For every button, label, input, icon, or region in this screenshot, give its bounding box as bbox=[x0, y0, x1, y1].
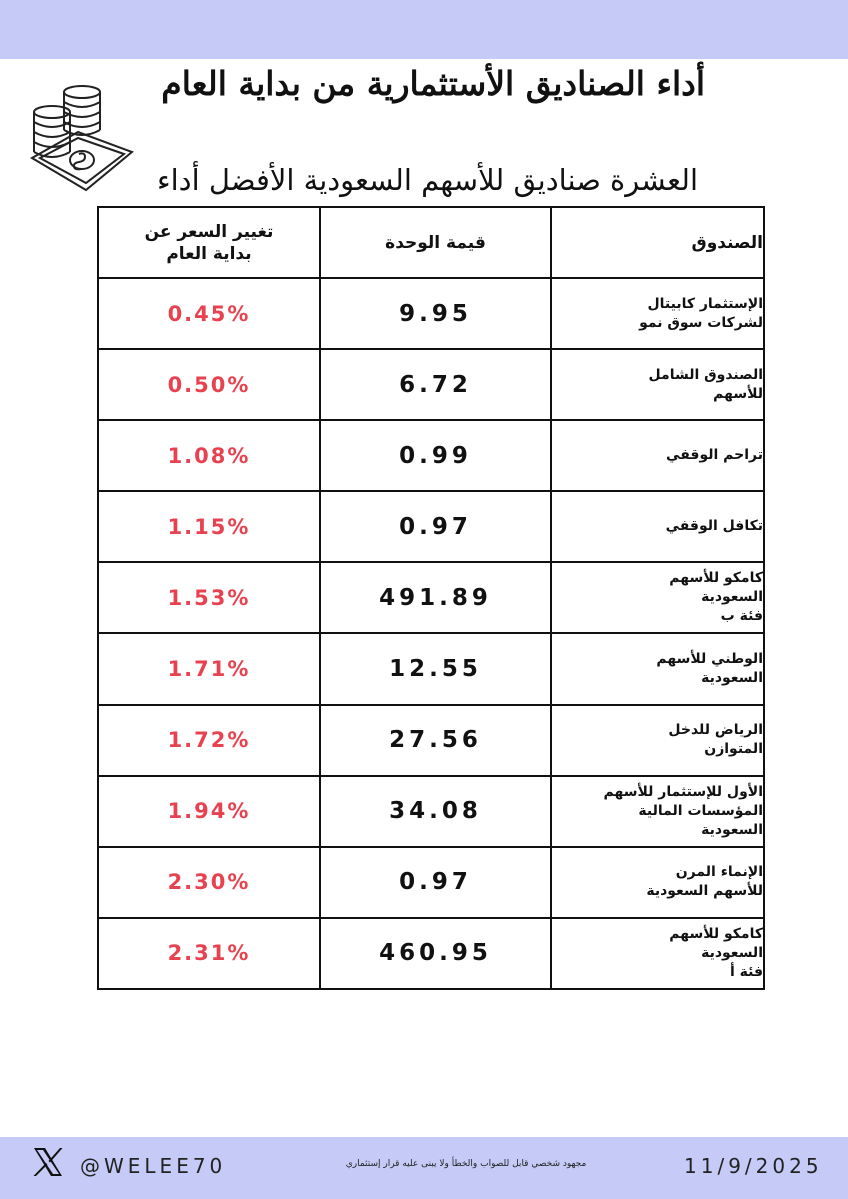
fund-name-line: لشركات سوق نمو bbox=[639, 314, 763, 331]
price-change-cell: 1.72% bbox=[98, 705, 320, 776]
fund-name-line: المؤسسات المالية bbox=[638, 802, 763, 819]
price-change-cell: 1.71% bbox=[98, 633, 320, 704]
unit-value-cell: 9.95 bbox=[320, 278, 551, 349]
x-logo-icon bbox=[32, 1146, 64, 1178]
header-unit-value: قيمة الوحدة bbox=[320, 207, 551, 278]
fund-name-line: تكافل الوقفي bbox=[665, 518, 763, 535]
header-price-change bbox=[98, 207, 320, 278]
fund-name-cell bbox=[551, 491, 764, 562]
disclaimer-text: مجهود شخصي قابل للصواب والخطأ ولا يبنى عليه قرار إستثماري bbox=[345, 1159, 587, 1169]
unit-value-cell: 27.56 bbox=[320, 705, 551, 776]
fund-name-cell bbox=[551, 705, 764, 776]
fund-name-line: الإنماء المرن bbox=[675, 864, 763, 881]
fund-name-line: للأسهم bbox=[713, 385, 763, 402]
price-change-cell: 0.45% bbox=[98, 278, 320, 349]
fund-name-line: كامكو للأسهم bbox=[669, 925, 763, 942]
table-row bbox=[98, 776, 764, 847]
table-row bbox=[98, 491, 764, 562]
header-price-change-line1: تغيير السعر عن bbox=[144, 221, 274, 242]
top-banner bbox=[0, 0, 848, 59]
table-row bbox=[98, 278, 764, 349]
table-row bbox=[98, 918, 764, 989]
header-fund: الصندوق bbox=[551, 207, 764, 278]
table-row bbox=[98, 420, 764, 491]
page-subtitle: العشرة صناديق للأسهم السعودية الأفضل أداء bbox=[156, 163, 698, 197]
header-price-change-line2: بداية العام bbox=[166, 243, 252, 264]
fund-name-line: فئة ب bbox=[720, 608, 763, 625]
table-row bbox=[98, 633, 764, 704]
fund-name-line: فئة أ bbox=[729, 963, 763, 980]
table-header-row bbox=[98, 207, 764, 278]
fund-name-cell bbox=[551, 562, 764, 633]
social-handle: @WELEE70 bbox=[80, 1154, 227, 1178]
fund-name-cell bbox=[551, 278, 764, 349]
fund-name-line: السعودية bbox=[701, 670, 763, 686]
fund-name-cell bbox=[551, 633, 764, 704]
fund-name-line: الصندوق الشامل bbox=[648, 366, 763, 383]
fund-name-cell bbox=[551, 776, 764, 847]
price-change-cell: 1.53% bbox=[98, 562, 320, 633]
table-row bbox=[98, 349, 764, 420]
fund-name-line: تراحم الوقفي bbox=[666, 447, 763, 464]
table-row bbox=[98, 562, 764, 633]
fund-name-cell bbox=[551, 420, 764, 491]
fund-name-line: الإستثمار كابيتال bbox=[647, 295, 763, 312]
unit-value-cell: 460.95 bbox=[320, 918, 551, 989]
fund-name-cell bbox=[551, 918, 764, 989]
table-row bbox=[98, 705, 764, 776]
price-change-cell: 0.50% bbox=[98, 349, 320, 420]
price-change-cell: 1.15% bbox=[98, 491, 320, 562]
unit-value-cell: 6.72 bbox=[320, 349, 551, 420]
fund-name-line: السعودية bbox=[701, 589, 763, 606]
fund-name-line: السعودية bbox=[701, 821, 763, 838]
unit-value-cell: 491.89 bbox=[320, 562, 551, 633]
unit-value-cell: 0.97 bbox=[320, 847, 551, 918]
fund-name-line: المتوازن bbox=[704, 741, 763, 758]
price-change-cell: 1.94% bbox=[98, 776, 320, 847]
fund-name-line: الأول للإستثمار للأسهم bbox=[603, 783, 763, 800]
fund-name-cell bbox=[551, 847, 764, 918]
publish-date: 11/9/2025 bbox=[684, 1154, 823, 1178]
fund-name-line: الرياض للدخل bbox=[668, 722, 763, 739]
fund-name-line: الوطني للأسهم bbox=[656, 651, 763, 667]
page-title: أداء الصناديق الأستثمارية من بداية العام bbox=[161, 64, 705, 103]
fund-name-cell bbox=[551, 349, 764, 420]
fund-name-line: للأسهم السعودية bbox=[646, 883, 763, 900]
table-body bbox=[98, 278, 764, 989]
price-change-cell: 1.08% bbox=[98, 420, 320, 491]
unit-value-cell: 0.97 bbox=[320, 491, 551, 562]
price-change-cell: 2.30% bbox=[98, 847, 320, 918]
fund-name-line: كامكو للأسهم bbox=[669, 570, 763, 587]
table-row bbox=[98, 847, 764, 918]
funds-table bbox=[97, 206, 765, 990]
fund-name-line: السعودية bbox=[701, 944, 763, 961]
price-change-cell: 2.31% bbox=[98, 918, 320, 989]
unit-value-cell: 12.55 bbox=[320, 633, 551, 704]
unit-value-cell: 34.08 bbox=[320, 776, 551, 847]
unit-value-cell: 0.99 bbox=[320, 420, 551, 491]
